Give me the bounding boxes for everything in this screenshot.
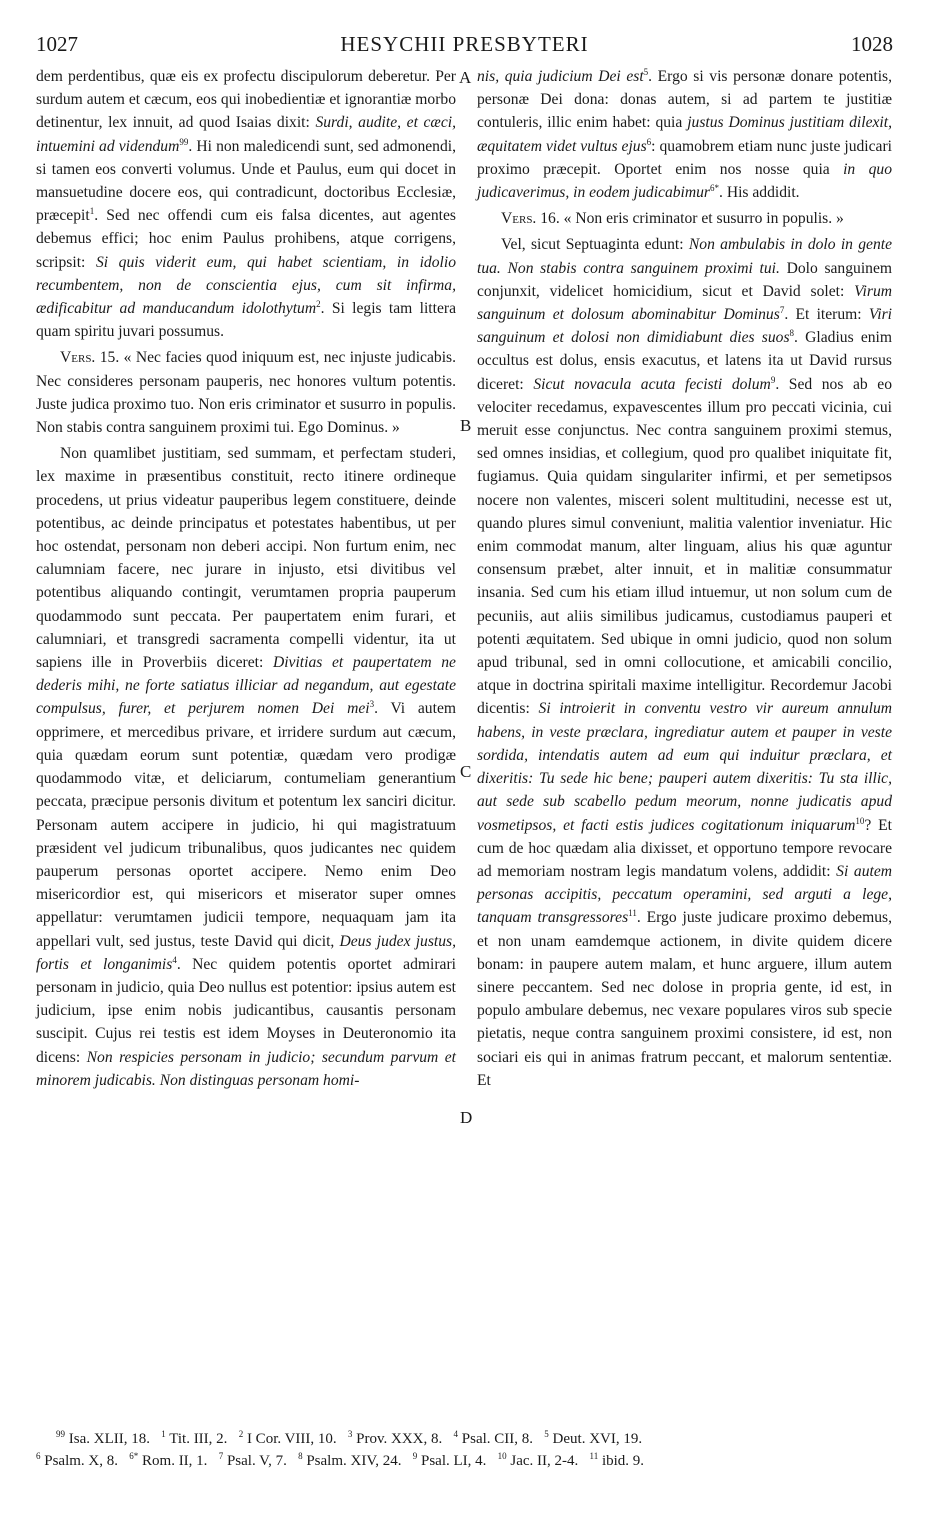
footnote-ref: 3 [369,699,375,710]
verse-15-paragraph: Vers. 15. « Nec facies quod iniquum est, nec injuste judicabis. Nec consideres personam pauperis, nec honores vultum potentis. Juste judica proximo tuo. Non eris criminator et susurro in populis. Non stabis contra sanguinem proximi tui. Ego Dominus. » [36,349,456,437]
page-header [36,26,893,62]
commentary-paragraph: Vel, sicut Septuaginta edunt: Non ambulabis in dolo in gente tua. Non stabis contra sanguinem proximi tui. Dolo sanguinem conjunxit, videlicet homicidium, sicut et David solet: Virum sanguinum et dolosum abominabitur Dominus$^7$. Et iterum: Viri sanguinum et dolosi non dimidiabunt dies suos$^8$. Gladius enim occultus est dolus, ensis exacutus, et latens ita ut David rursus diceret: Sicut novacula acuta fecisti dolum$^9$. Sed nos ab eo velociter recedamus, expavescentes illum pro peccati vicinia, cui meruit esse conjunctus. Nec contra sanguinem proximi stemus, sed omnes insidias, et collegium, quod pro qualibet iniquitate fit, fugiamus. Quia quidam singulariter infirmi, et per semetipsos nocere non valentes, misceri solent multitudini, necesse est ut, quando plures simul conveniunt, malitia valentior inveniatur. Hic enim commodat manum, alter linguam, alius his quæ aguntur consensum præbet, alter innuit, et in malitiæ consummatur insania. Sed cum his etiam illud intuemur, ut non solum cum de pecuniis, aut aliis similibus judicamus, custodiamus pauperi et potenti æquitatem. Sed ubique in omni judicio, quod non solum apud tribunal, sed in omni collocutione, et amicabili concilio, atque in doctrina spiritali maxime intelligitur. Recordemur Jacobi dicentis: Si introierit in conventu vestro vir aureum annulum habens, in veste præclara, ingrediatur autem et pauper in veste sordida, intendatis autem ad eum qui induitur præclara, et dixeritis: Tu sede hic bene; pauperi autem dixeritis: Tu sta illic, aut sede sub scabello pedum meorum, nonne judicatis apud vosmetipsos, et facti estis judices cogitationum iniquarum$^{10}$? Et cum de hoc quædam alia dixisset, et opportuno tempore revocare ad memoriam nostram legis mandatum volens, addidit: Si autem personas accipitis, peccatum operamini, sed arguti a lege, tanquam transgressores$^{11}$. Ergo juste judicare proximo debemus, et non unam eamdemque actionem, in divite quidem dicere bonam: in paupere autem malam, et hunc arguere, illum autem sinere peccantem. Sed nec dolose in propria gente, id est, in populo ambulare debemus, nec vexare populares viros sub specie pietatis, neque contra sanguinem proximi consistere, id est, non sociari eis qui in animas fratrum peccant, et malorum sententiæ. Et [477,236,893,1089]
footnote-entry: Rom. II, 1. [142,1453,208,1469]
footnote-ref: 8 [789,328,795,339]
footnote-line: $^6$ Psalm. X, 8. $^{6*}$ Rom. II, 1. $^7$ Psal. V, 7. $^8$ Psalm. XIV, 24. $^9$ Psal. LI, 4. $^{10}$ Jac. II, 2-4. $^{11}$ ibid. 9. [36,1451,645,1469]
section-marker-b: B [460,416,472,435]
footnote-ref: 7 [779,304,785,315]
footnote-entry: Psal. V, 7. [226,1453,287,1469]
right-page-number: 1028 [851,32,893,56]
commentary-paragraph: Non quamlibet justitiam, sed summam, et perfectam studeri, lex maxime in præsentibus constituit, recto itinere ordineque procedens, ut prius videatur pauperibus legem constituere, deinde potentibus, ac deinde principatus et potestates habentibus, ut per hoc ostendat, personam non deberi accipi. Non furtum enim, nec calumniam facere, nec jurare in injusto, etsi divitibus vel potentibus aliquando contingit, verumtamen propria pauperum quodammodo sunt peccata. Per paupertatem enim furari, et calumniari, et transgredi sacramenta compelli videntur, ita ut sapiens ille in Proverbiis diceret: Divitias et paupertatem ne dederis mihi, ne forte satiatus illiciar ad negandum, aut egestate compulsus, furer, et perjurem nomen Dei mei$^3$. Vi autem opprimere, et mercedibus privare, et irridere surdum aut cæcum, quia quædam eorum sunt potentiæ, quædam vero prodigæ quodammodo vitæ, et deliciarum, contumeliam generantium peccata, præcipue personis divitum et potentum lex sanciri dicitur. Personam autem accipere in judicio, hi qui magistratuum præsident vel judicum tribunalibus, quos judicantes nec quidem pauperum personas oportet accipere. Nemo enim Deo misericordior est, qui misericors et miserator super omnes appellatur: verumtamen judicii tempore, nequaquam jam ita appellari vult, sed justus, teste David qui dicit, Deus judex justus, fortis et longanimis$^4$. Nec quidem potentis oportet admirari personam in judicio, quia Deo nullus est potentior: ipsius autem est judicium, ipse enim nobis judicantibus, causantis personam suscipit. Cujus rei testis est idem Moyses in Deuteronomio ita dicens: Non respicies personam in judicio; secundum parvum et minorem judicabis. Non distinguas personam homi- [36,445,456,1089]
section-marker-c: C [460,762,472,781]
footnote-entry: ibid. 9. [601,1453,645,1469]
footnote-entry: Psalm. X, 8. [44,1453,119,1469]
footnotes [36,1428,893,1472]
footnote-entry: Isa. XLII, 18. [68,1431,150,1447]
footnote-entry: Psal. LI, 4. [420,1453,487,1469]
footnote-ref: 4 [172,954,177,965]
paragraph-continued: nis, quia judicium Dei est$^5$. Ergo si vis personæ donare potentis, personæ Dei dona: donas autem, si ad partem te justitiæ contuleris, illic enim habet: quia justus Dominus justitiam dilexit, æquitatem videt vultus ejus$^6$: quamobrem etiam nunc juste judicari proximo præcepit. Oportet enim nos nosse quia in quo judicaverimus, in eodem judicabimur$^{6*}$. His addidit. [477,66,892,202]
footnote-ref: 6 [646,136,652,147]
footnote-entry: Tit. III, 2. [169,1431,228,1447]
running-title: HESYCHII PRESBYTERI [340,32,589,56]
verse-16-paragraph: Vers. 16. « Non eris criminator et susurro in populis. » [501,210,844,228]
footnote-ref: 11 [628,908,637,919]
footnote-entry: I Cor. VIII, 10. [246,1431,337,1447]
verse-label: Vers. 15. [60,349,120,367]
section-marker-d: D [460,1108,473,1127]
left-column [36,65,456,1092]
footnote-line: $^{99}$ Isa. XLII, 18. $^1$ Tit. III, 2. $^2$ I Cor. VIII, 10. $^3$ Prov. XXX, 8. $^4$ Psal. CII, 8. $^5$ Deut. XVI, 19. [56,1429,643,1447]
section-marker-a: A [459,68,472,87]
footnote-ref: 9 [770,374,776,385]
footnote-ref: 99 [179,136,189,147]
footnote-entry: Psal. CII, 8. [461,1431,534,1447]
left-page-number: 1027 [36,32,78,56]
verse-label: Vers. 16. [501,210,560,228]
footnote-ref: 6* [710,182,720,193]
footnote-ref: 10 [855,815,865,826]
footnote-ref: 5 [643,66,649,77]
footnote-ref: 2 [316,298,321,309]
footnote-ref: 1 [89,206,95,217]
footnote-entry: Psalm. XIV, 24. [306,1453,402,1469]
footnote-entry: Prov. XXX, 8. [356,1431,443,1447]
footnote-entry: Jac. II, 2-4. [510,1453,579,1469]
footnote-entry: Deut. XVI, 19. [552,1431,643,1447]
right-column [477,65,892,1092]
paragraph-continued: dem perdentibus, quæ eis ex profectu discipulorum deberetur. Per surdum autem et cæcum, eos qui inobedientiæ et ignorantiæ morbo detinentur, lex innuit, ad quod Isaias dixit: Surdi, audite, et cæci, intuemini ad videndum$^{99}$. Hi non maledicendi sunt, sed admonendi, si tamen eos converti volumus. Unde et Paulus, eum qui docet in mansuetudine docere eos, qui contradicunt, doctoribus Ecclesiæ, præcepit$^1$. Sed nec offendi cum eis falsa dicentes, aut agentes debemus effici; hoc enim Paulus prohibens, atque corrigens, scripsit: Si quis viderit eum, qui habet scientiam, in idolio recumbentem, non de conscientia ejus, cum sit infirma, ædificabitur ad manducandum idolothytum$^2$. Si legis tam littera quam spiritu juvari possumus. [36,68,457,341]
